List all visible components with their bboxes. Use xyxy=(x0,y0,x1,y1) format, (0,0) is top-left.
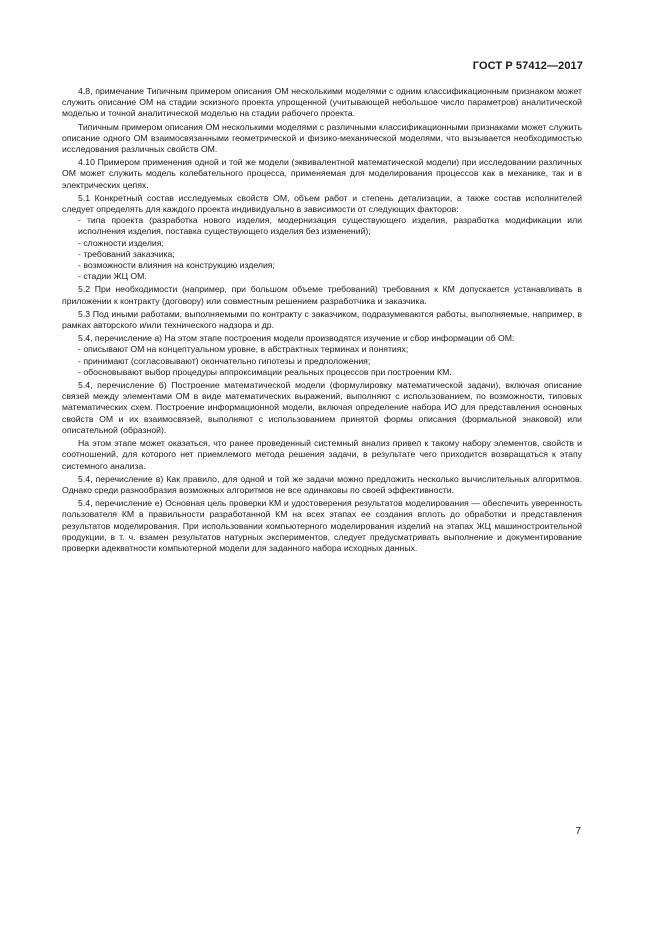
paragraph-4-8-cont: Типичным примером описания ОМ несколькими моделями с различными классификационными признаками может служить описание одного ОМ взаимосвязанными геометрической и физико-механической моделями, что вызывается необходимостью исследования различных свойств ОМ. xyxy=(62,121,582,155)
stage-list xyxy=(62,344,582,378)
paragraph-5-1: 5.1 Конкретный состав исследуемых свойств ОМ, объем работ и степень детализации, а также состав исполнителей следует определять для каждого проекта индивидуально в зависимости от следующих факторов: xyxy=(62,192,582,215)
paragraph-5-4-e: 5.4, перечисление е) Основная цель проверки КМ и удостоверения результатов моделирования — обеспечить уверенность пользователя КМ в правильности разработанной КМ на всех этапах ее создания вплоть до обработки и представления результатов моделирования. При использовании компьютерного моделирования изделий на этапах ЖЦ машиностроительной продукции, в т. ч. взамен результатов натурных экспериментов, следует предусматривать выполнение и документирование проверки адекватности компьютерной модели для заданного набора исходных данных. xyxy=(62,498,582,553)
list-item: - требований заказчика; xyxy=(62,249,582,260)
list-item: - возможности влияния на конструкцию изделия; xyxy=(62,260,582,271)
paragraph-4-10: 4.10 Примером применения одной и той же модели (эквивалентной математической модели) при исследовании различных ОМ может служить модель колебательного процесса, применяемая для моделирования процессов как в механике, так и в электрических цепях. xyxy=(62,157,582,190)
paragraph-5-4-b-cont: На этом этапе может оказаться, что ранее проведенный системный анализ привел к такому набору элементов, свойств и соотношений, для которого нет приемлемого метода решения задачи, в результате чего приходится возвращаться к этапу системного анализа. xyxy=(62,438,582,471)
paragraph-5-4-b: 5.4, перечисление б) Построение математической модели (формулировку математической задачи), включая описание связей между элементами ОМ в виде математических выражений, выполняют с использованием, по возможности, типовых математических схем. Построение информационной модели, включая определение набора ИО для представления основных свойств ОМ и их взаимосвязей, выполняют с использованием принятой формы описания (формальной знаковой) или описательной (образной). xyxy=(62,380,582,435)
list-item: - сложности изделия; xyxy=(62,238,582,249)
standard-header: ГОСТ Р 57412—2017 xyxy=(472,60,583,72)
factors-list xyxy=(62,215,582,282)
list-item: - обосновывают выбор процедуры аппроксимации реальных процессов при построении КМ. xyxy=(62,367,582,378)
list-item: - описывают ОМ на концептуальном уровне, в абстрактных терминах и понятиях; xyxy=(62,344,582,355)
paragraph-5-2: 5.2 При необходимости (например, при большом объеме требований) требования к КМ допускается устанавливать в приложении к контракту (договору) или совместным решением разработчика и заказчика. xyxy=(62,284,582,306)
paragraph-5-4-a: 5.4, перечисление а) На этом этапе построения модели производятся изучение и сбор информации об ОМ: xyxy=(78,333,515,344)
list-item: - принимают (согласовывают) окончательно гипотезы и предположения; xyxy=(62,356,582,367)
paragraph-4-8: 4.8, примечание Типичным примером описания ОМ несколькими моделями с одним классификационным признаком может служить описание ОМ на стадии эскизного проекта упрощенной (учитывающей небольшое число параметров) аналитической моделью и точной аналитической моделью на стадии рабочего проекта. xyxy=(62,86,582,119)
list-item: - типа проекта (разработка нового изделия, модернизация существующего изделия, разработка модификации или исполнения изделия, поставка существующего изделия без изменений); xyxy=(62,215,582,237)
paragraph-5-4-v: 5.4, перечисление в) Как правило, для одной и той же задачи можно предложить несколько вычислительных алгоритмов. Однако среди разнообразия возможных алгоритмов не все одинаковы по своей эффективности. xyxy=(62,473,582,495)
document-body xyxy=(62,86,582,554)
page-number: 7 xyxy=(575,826,581,837)
paragraph-5-3: 5.3 Под иными работами, выполняемыми по контракту с заказчиком, подразумеваются работы, выполняемые, например, в рамках авторского и/или технического надзора и др. xyxy=(62,308,582,331)
list-item: - стадии ЖЦ ОМ. xyxy=(62,271,582,282)
